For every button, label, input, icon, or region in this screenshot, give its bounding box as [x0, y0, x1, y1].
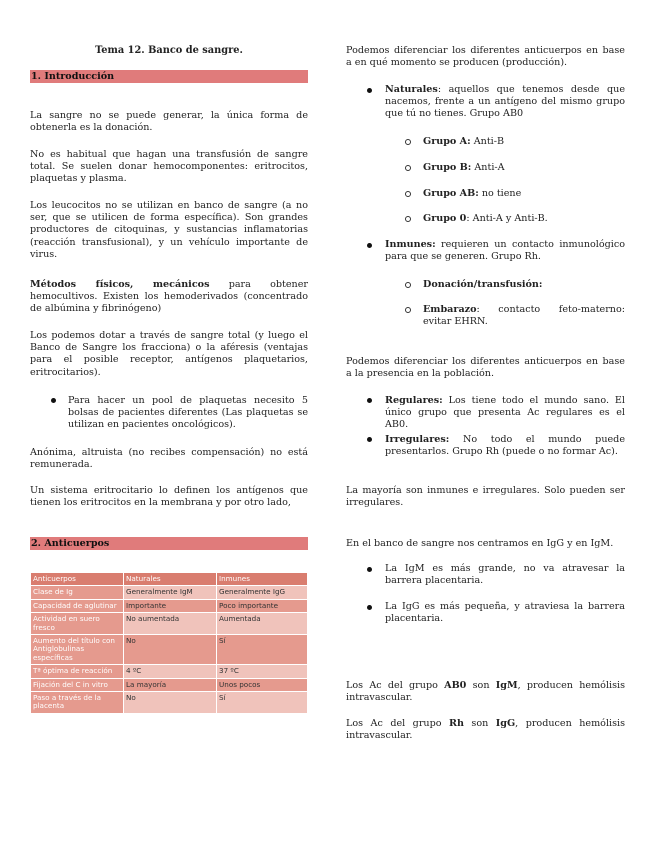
- table-header-cell: Inmunes: [217, 573, 308, 586]
- list-item: [385, 84, 625, 121]
- table-cell: Capacidad de aglutinar: [31, 599, 124, 612]
- bold-term: Métodos físicos, mecánicos: [30, 279, 210, 290]
- table-cell: No: [124, 635, 217, 665]
- bold-term: AB0: [444, 680, 467, 691]
- bold-term: Grupo B:: [423, 162, 472, 173]
- list-item: [385, 395, 625, 432]
- list-item: [423, 213, 623, 225]
- table-cell: No aumentada: [124, 613, 217, 635]
- table-cell: 37 ºC: [217, 665, 308, 678]
- table-cell: Aumentada: [217, 613, 308, 635]
- bold-term: Embarazo: [423, 304, 477, 315]
- bold-term: IgM: [495, 680, 518, 691]
- table-cell: Importante: [124, 599, 217, 612]
- table-header-cell: Anticuerpos: [31, 573, 124, 586]
- table-row: [31, 678, 308, 691]
- antibody-table: [30, 572, 308, 714]
- text: , producen hemólisis intravascular.: [346, 680, 625, 704]
- table-cell: Unos pocos: [217, 678, 308, 691]
- bullet-icon: [367, 437, 372, 442]
- paragraph: Los podemos dotar a través de sangre total (y luego el Banco de Sangre los fracciona) o la aféresis (ventajas para el posible receptor, antígenos plaquetarios, eritrocitarios).: [30, 330, 308, 378]
- table-cell: La mayoría: [124, 678, 217, 691]
- paragraph: Un sistema eritrocitario lo definen los antígenos que tienen los eritrocitos en la membrana y por otro lado,: [30, 485, 308, 509]
- list-item: [423, 136, 623, 148]
- paragraph: Anónima, altruista (no recibes compensación) no está remunerada.: [30, 447, 308, 471]
- bold-term: Donación/transfusión:: [423, 279, 543, 290]
- table-cell: Sí: [217, 635, 308, 665]
- table-cell: No: [124, 692, 217, 714]
- list-item: [385, 239, 625, 263]
- text: : Anti-A y Anti-B.: [466, 213, 548, 224]
- list-item: La IgM es más grande, no va atravesar la barrera placentaria.: [385, 563, 625, 587]
- text: Los tiene todo el mundo sano. El único grupo que presenta Ac regulares es el AB0.: [385, 395, 625, 431]
- bullet-icon: [367, 398, 372, 403]
- bullet-icon: [367, 567, 372, 572]
- table-row: [31, 665, 308, 678]
- table-row: [31, 635, 308, 665]
- text: son: [466, 680, 496, 691]
- table-header-cell: Naturales: [124, 573, 217, 586]
- text: requieren un contacto inmunológico para que se generen. Grupo Rh.: [385, 239, 625, 263]
- paragraph: [30, 279, 308, 316]
- list-item: [385, 434, 625, 458]
- list-item: [423, 188, 623, 200]
- bold-term: Inmunes:: [385, 239, 436, 250]
- paragraph: La sangre no se puede generar, la única forma de obtenerla es la donación.: [30, 110, 308, 134]
- bullet-icon: [51, 398, 56, 403]
- paragraph: [346, 680, 625, 704]
- paragraph: En el banco de sangre nos centramos en IgG y en IgM.: [346, 538, 614, 549]
- text: Los Ac del grupo: [346, 680, 445, 691]
- list-item: [423, 304, 625, 328]
- bullet-icon: [367, 88, 372, 93]
- section-heading-anticuerpos: 2. Anticuerpos: [30, 537, 308, 550]
- bold-term: Irregulares:: [385, 434, 450, 445]
- table-cell: Paso a través de la placenta: [31, 692, 124, 714]
- bold-term: IgG: [495, 718, 516, 729]
- paragraph: Los leucocitos no se utilizan en banco de sangre (a no ser, que se utilicen de forma específica). Son grandes productores de citoquinas, y sustancias inflamatorias (reacción transfusional), y un vehículo importante de virus.: [30, 200, 308, 260]
- paragraph: La mayoría son inmunes e irregulares. Solo pueden ser irregulares.: [346, 485, 625, 509]
- table-cell: Aumento del título con Antiglobulinas específicas: [31, 635, 124, 665]
- paragraph: Podemos diferenciar los diferentes anticuerpos en base a en qué momento se producen (producción).: [346, 45, 625, 69]
- table-cell: Poco importante: [217, 599, 308, 612]
- text: no tiene: [478, 188, 522, 199]
- sub-bullet-icon: [405, 191, 411, 197]
- bold-term: Regulares:: [385, 395, 443, 406]
- text: Anti-B: [470, 136, 505, 147]
- bullet-icon: [367, 605, 372, 610]
- paragraph: Podemos diferenciar los diferentes anticuerpos en base a la presencia en la población.: [346, 356, 625, 380]
- text: : contacto feto-materno: evitar EHRN.: [423, 304, 625, 328]
- document-title: Tema 12. Banco de sangre.: [95, 45, 243, 56]
- section-heading-introduccion: 1. Introducción: [30, 70, 308, 83]
- table-cell: Generalmente IgG: [217, 586, 308, 599]
- list-item: [423, 162, 623, 174]
- text: para obtener hemocultivos. Existen los hemoderivados (concentrado de albúmina y fibrinógeno): [30, 279, 308, 315]
- sub-bullet-icon: [405, 139, 411, 145]
- list-item: Para hacer un pool de plaquetas necesito 5 bolsas de pacientes diferentes (Las plaquetas se utilizan en pacientes oncológicos).: [68, 395, 308, 431]
- text: : aquellos que tenemos desde que nacemos, frente a un antígeno del mismo grupo que tú no tienes. Grupo AB0: [385, 84, 625, 120]
- list-item: La IgG es más pequeña, y atraviesa la barrera placentaria.: [385, 601, 625, 625]
- list-item: [423, 279, 625, 291]
- text: Anti-A: [471, 162, 505, 173]
- bullet-icon: [367, 243, 372, 248]
- sub-bullet-icon: [405, 307, 411, 313]
- bold-term: Grupo A:: [423, 136, 471, 147]
- text: Los Ac del grupo: [346, 718, 449, 729]
- bold-term: Grupo AB:: [423, 188, 479, 199]
- text: son: [463, 718, 496, 729]
- table-header-row: [31, 573, 308, 586]
- table-cell: Fijación del C in vitro: [31, 678, 124, 691]
- table-cell: Generalmente IgM: [124, 586, 217, 599]
- table-cell: Tª óptima de reacción: [31, 665, 124, 678]
- bold-term: Rh: [448, 718, 464, 729]
- table-cell: Sí: [217, 692, 308, 714]
- table-row: [31, 692, 308, 714]
- table-cell: 4 ºC: [124, 665, 217, 678]
- table-cell: Actividad en suero fresco: [31, 613, 124, 635]
- table-row: [31, 613, 308, 635]
- sub-bullet-icon: [405, 216, 411, 222]
- bold-term: Grupo 0: [423, 213, 467, 224]
- text: , producen hemólisis intravascular.: [346, 718, 626, 742]
- bold-term: Naturales: [385, 84, 438, 95]
- paragraph: No es habitual que hagan una transfusión de sangre total. Se suelen donar hemocomponentes: eritrocitos, plaquetas y plasma.: [30, 149, 308, 185]
- table-cell: Clase de Ig: [31, 586, 124, 599]
- paragraph: [346, 718, 625, 742]
- table-row: [31, 586, 308, 599]
- table-row: [31, 599, 308, 612]
- sub-bullet-icon: [405, 165, 411, 171]
- sub-bullet-icon: [405, 282, 411, 288]
- text: No todo el mundo puede presentarlos. Grupo Rh (puede o no formar Ac).: [385, 434, 625, 458]
